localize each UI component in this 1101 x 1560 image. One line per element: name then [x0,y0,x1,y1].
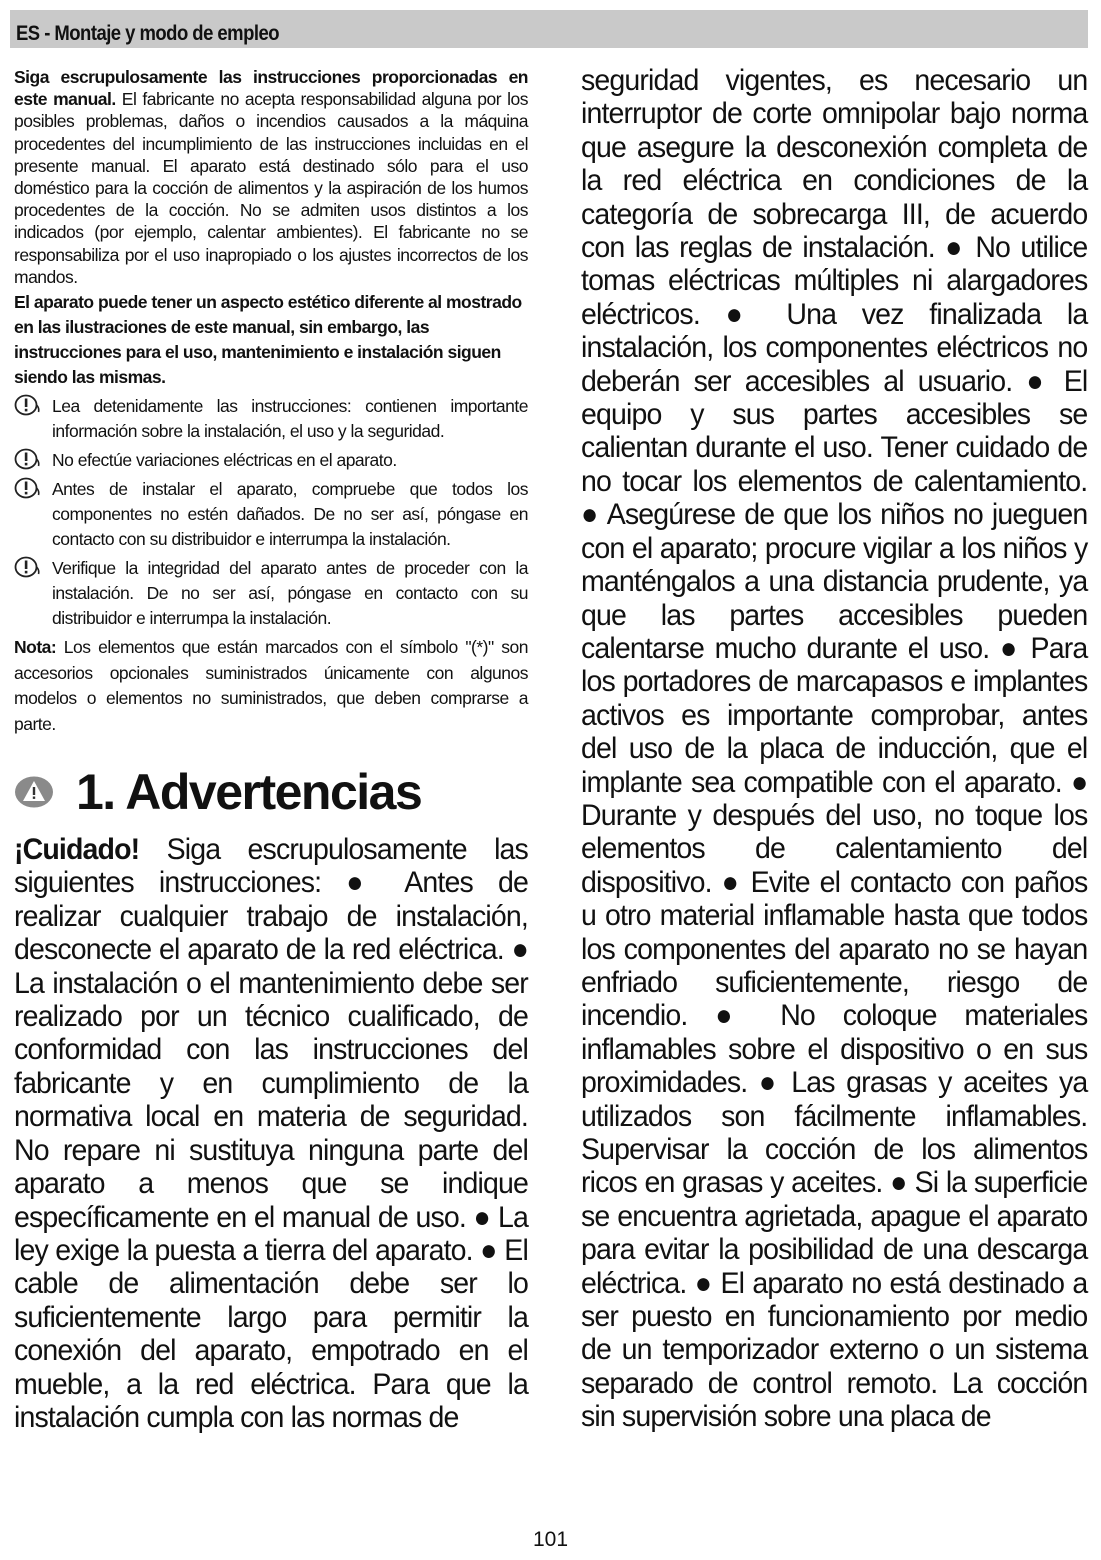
nota-label: Nota: [14,637,57,658]
intro-bold-lead: Siga escrupulosamente las instrucciones proporcionadas en este manual. [14,67,528,110]
section-title: 1. Advertencias [76,764,422,821]
warning-text: Lea detenidamente las instrucciones: contienen importante información sobre la instalación, el uso y la seguridad. [52,396,528,442]
warning-item [14,448,528,473]
nota-paragraph [14,635,528,737]
warning-item [14,394,528,444]
header-title: ES - Montaje y modo de empleo [16,22,279,45]
left-column [14,66,528,1434]
section-heading [14,761,528,823]
warning-triangle-icon [14,775,54,809]
intro-paragraph [14,66,528,288]
caution-icon [14,556,40,578]
warning-text: No efectúe variaciones eléctricas en el aparato. [52,450,397,471]
aspect-note: El aparato puede tener un aspecto estético diferente al mostrado en las ilustraciones de este manual, sin embargo, las instrucciones para el uso, mantenimiento e instalación siguen siendo las mismas. [14,292,522,388]
warning-item [14,556,528,631]
advertencias-right-text: seguridad vigentes, es necesario un interruptor de corte omnipolar bajo norma que asegure la desconexión completa de la red eléctrica en condiciones de la categoría de sobrecarga III, de acuerdo con las reglas de instalación. ● No utilice tomas eléctricas múltiples ni alargadores eléctricos. ● Una vez finalizada la instalación, los componentes eléctricos no deberán ser accesibles al usuario. ● El equipo y sus partes accesibles se calientan durante el uso. Tener cuidado de no tocar los elementos de calentamiento. ● Asegúrese de que los niños no jueguen con el aparato; procure vigilar a los niños y manténgalos a una distancia prudente, ya que las partes accesibles pueden calentarse mucho durante el uso. ● Para los portadores de marcapasos e implantes activos es importante comprobar, antes del uso de la placa de inducción, que el implante sea compatible con el aparato. ● Durante y después del uso, no toque los elementos de calentamiento del dispositivo. ● Evite el contacto con paños u otro material inflamable hasta que todos los componentes del aparato no se hayan enfriado suficientemente, riesgo de incendio. ● No coloque materiales inflamables sobre el dispositivo o en sus proximidades. ● Las grasas y aceites ya utilizados son fácilmente inflamables. Supervisar la cocción de los alimentos ricos en grasas y aceites. ● Si la superficie se encuentra agrietada, apague el aparato para evitar la posibilidad de una descarga eléctrica. ● El aparato no está destinado a ser puesto en funcionamiento por medio de un temporizador externo o un sistema separado de control remoto. La cocción sin supervisión sobre una placa de [581,64,1088,1434]
caution-icon [14,477,40,499]
warning-text: Antes de instalar el aparato, compruebe que todos los componentes no estén dañados. De no ser así, póngase en contacto con su distribuidor e interrumpa la instalación. [52,479,528,550]
cuidado-lead: ¡Cuidado! [14,833,140,867]
right-column [581,64,1087,1434]
page-number: 101 [532,1528,569,1551]
caution-icon [14,394,40,416]
advertencias-left-body: Siga escrupulosamente las siguientes instrucciones: ● Antes de realizar cualquier trabajo de instalación, desconecte el aparato de la red eléctrica. ● La instalación o el mantenimiento debe ser realizado por un técnico cualificado, de conformidad con las instrucciones del fabricante y en cumplimiento de la normativa local en materia de seguridad. No repare ni sustituya ninguna parte del aparato a menos que se indique específicamente en el manual de uso. ● La ley exige la puesta a tierra del aparato. ● El cable de alimentación debe ser lo suficientemente largo para permitir la conexión del aparato, empotrado en el mueble, a la red eléctrica. Para que la instalación cumpla con las normas de [14,833,528,1434]
warning-item [14,477,528,552]
advertencias-left-text [14,833,528,1434]
intro-text: El fabricante no acepta responsabilidad alguna por los posibles problemas, daños o incendios causados a la máquina procedentes del incumplimiento de las instrucciones incluidas en el presente manual. El aparato está destinado sólo para el uso doméstico para la cocción de alimentos y la aspiración de los humos procedentes de la cocción. No se admiten usos distintos a los indicados (por ejemplo, calentar ambientes). El fabricante no se responsabiliza por el uso inapropiado o los ajustes incorrectos de los mandos. [14,89,528,287]
caution-icon [14,448,40,470]
nota-text: Los elementos que están marcados con el símbolo "(*)" son accesorios opcionales suministrados únicamente con algunos modelos o elementos no suministrados, que deben comprarse a parte. [14,637,528,734]
warning-text: Verifique la integridad del aparato antes de proceder con la instalación. De no ser así, póngase en contacto con su distribuidor e interrumpa la instalación. [52,558,528,629]
